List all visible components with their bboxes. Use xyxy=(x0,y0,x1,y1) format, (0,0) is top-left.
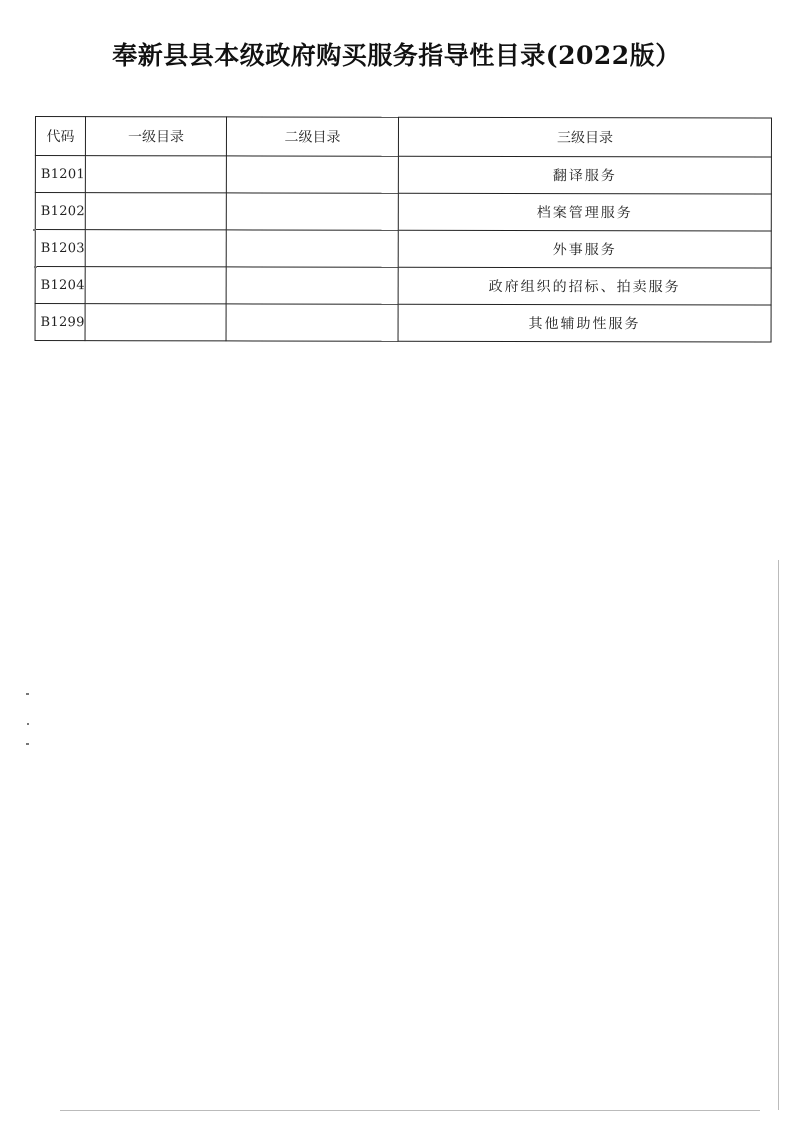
cell-level3: 其他辅助性服务 xyxy=(398,304,771,342)
cell-level2 xyxy=(226,267,398,304)
scan-mark xyxy=(26,693,29,695)
page-title: 奉新县县本级政府购买服务指导性目录(2022版） xyxy=(112,41,681,70)
table-row xyxy=(35,304,771,343)
scan-edge-line xyxy=(778,560,779,1110)
table-row xyxy=(35,267,771,306)
table-row xyxy=(35,230,771,269)
header-level1: 一级目录 xyxy=(85,117,226,156)
cell-level3: 档案管理服务 xyxy=(398,193,771,231)
cell-level1 xyxy=(85,304,226,341)
catalog-table xyxy=(35,116,772,343)
cell-level1 xyxy=(85,193,226,230)
cell-code: B1203 xyxy=(35,230,85,267)
cell-level2 xyxy=(226,156,398,193)
cell-code: B1204 xyxy=(35,267,85,304)
cell-level2 xyxy=(226,193,398,230)
header-level3: 三级目录 xyxy=(398,117,771,157)
cell-level3: 政府组织的招标、拍卖服务 xyxy=(398,267,771,305)
cell-level3: 外事服务 xyxy=(398,230,771,268)
scan-mark xyxy=(27,723,29,725)
header-code: 代码 xyxy=(35,117,85,156)
scan-edge-line xyxy=(60,1110,760,1111)
cell-level1 xyxy=(85,230,226,267)
cell-level3: 翻译服务 xyxy=(398,156,771,194)
cell-level2 xyxy=(226,304,398,341)
table-row xyxy=(35,156,771,195)
scan-mark xyxy=(33,229,36,231)
cell-code: B1202 xyxy=(35,193,85,230)
table-row xyxy=(35,193,771,232)
cell-level1 xyxy=(85,267,226,304)
scan-mark xyxy=(26,743,29,745)
scan-mark xyxy=(34,266,37,268)
header-level2: 二级目录 xyxy=(226,117,398,156)
table-header-row xyxy=(35,117,771,158)
cell-level1 xyxy=(85,156,226,193)
cell-code: B1201 xyxy=(35,156,85,193)
cell-level2 xyxy=(226,230,398,267)
cell-code: B1299 xyxy=(35,304,85,341)
